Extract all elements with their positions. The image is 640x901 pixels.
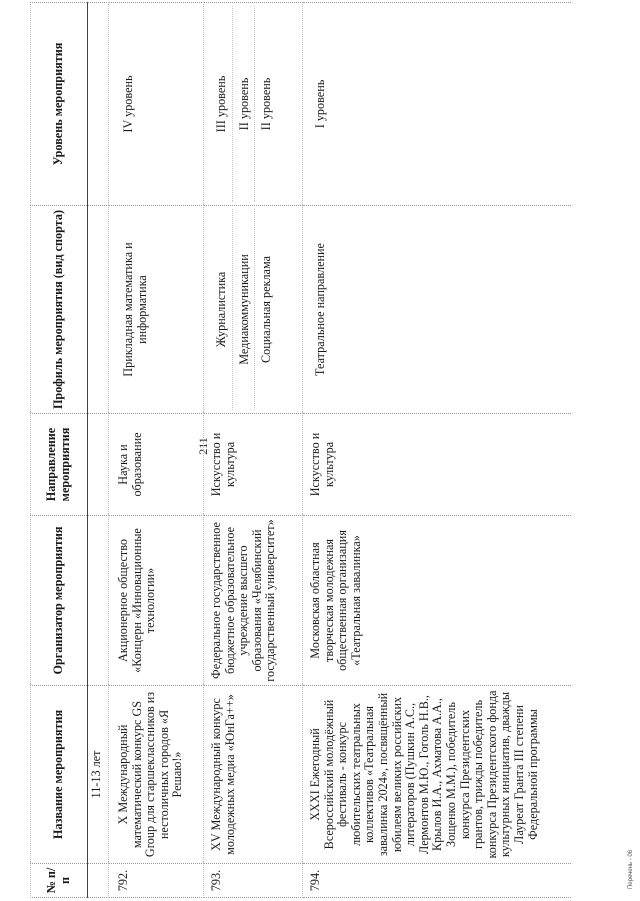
row-organizer: Московская областная творческая молодежная общественная организация «Театральная завалинка» — [303, 516, 572, 686]
header-name: Название мероприятия — [31, 686, 88, 864]
row-num: 793. — [204, 864, 303, 898]
level-item: II уровень — [233, 6, 256, 202]
row-direction: Искусство и культура — [204, 414, 303, 516]
profile-item: Театральное направление — [313, 243, 327, 376]
row-profile — [204, 206, 303, 414]
table-row — [109, 3, 204, 898]
header-level: Уровень мероприятия — [31, 3, 88, 206]
table-row — [303, 3, 572, 898]
header-profile: Профиль мероприятия (вид спорта) — [31, 206, 88, 414]
level-item: I уровень — [313, 79, 327, 129]
row-num: 792. — [109, 864, 204, 898]
level-item: IV уровень — [121, 75, 135, 133]
continuation-row — [88, 3, 109, 898]
table-row — [204, 3, 303, 898]
row-profile — [109, 206, 204, 414]
row-organizer: Федеральное государственное бюджетное образовательное учреждение высшего образования «Челябинский государственный университет» — [204, 516, 303, 686]
row-profile — [303, 206, 572, 414]
page-number: 211 — [196, 437, 210, 455]
row-level — [303, 3, 572, 206]
level-item: III уровень — [210, 6, 233, 202]
level-item: II уровень — [259, 77, 274, 131]
row-num: 794. — [303, 864, 572, 898]
header-num: № п/п — [31, 864, 88, 898]
continuation-note: 11-13 лет — [88, 686, 109, 864]
profile-item: Социальная реклама — [259, 256, 274, 363]
row-direction: Искусство и культура — [303, 414, 572, 516]
row-name: XXXI Ежегодный Всероссийский молодёжный фестиваль - конкурс любительских театральных коллективов «Театральная завалинка 2024», посвящённый юбилеям великих российских литераторов (Пушкин А.С., Лермонтов М.Ю., Гоголь Н.В., Крылов И.А., Ахматова А.А., Зощенко М.М.), победитель конкурса Президентских грантов, трижды победитель конкурса Президентского фонда культурных инициатив, дважды Лауреат Гранта III степени Федеральной программы — [303, 686, 572, 864]
row-level — [204, 3, 303, 206]
header-organizer: Организатор мероприятия — [31, 516, 88, 686]
profile-item: Журналистика — [210, 209, 233, 410]
profile-item: Прикладная математика и информатика — [121, 242, 149, 377]
profile-item: Медиакоммуникации — [233, 209, 256, 410]
row-level — [109, 3, 204, 206]
row-name: X Международный математический конкурс GS Group для старшеклассников из нестоличных городов «Я Решаю!» — [109, 686, 204, 864]
row-direction: Наука и образование — [109, 414, 204, 516]
row-organizer: Акционерное общество «Концерн «Инновационные технологии» — [109, 516, 204, 686]
events-table — [30, 2, 571, 898]
footer-note: Перечень - 06 — [628, 849, 634, 889]
row-name: XV Международный конкурс молодежных медиа «ЮнГа++» — [204, 686, 303, 864]
table-header-row — [31, 3, 88, 898]
header-direction: Направление мероприятия — [31, 414, 88, 516]
